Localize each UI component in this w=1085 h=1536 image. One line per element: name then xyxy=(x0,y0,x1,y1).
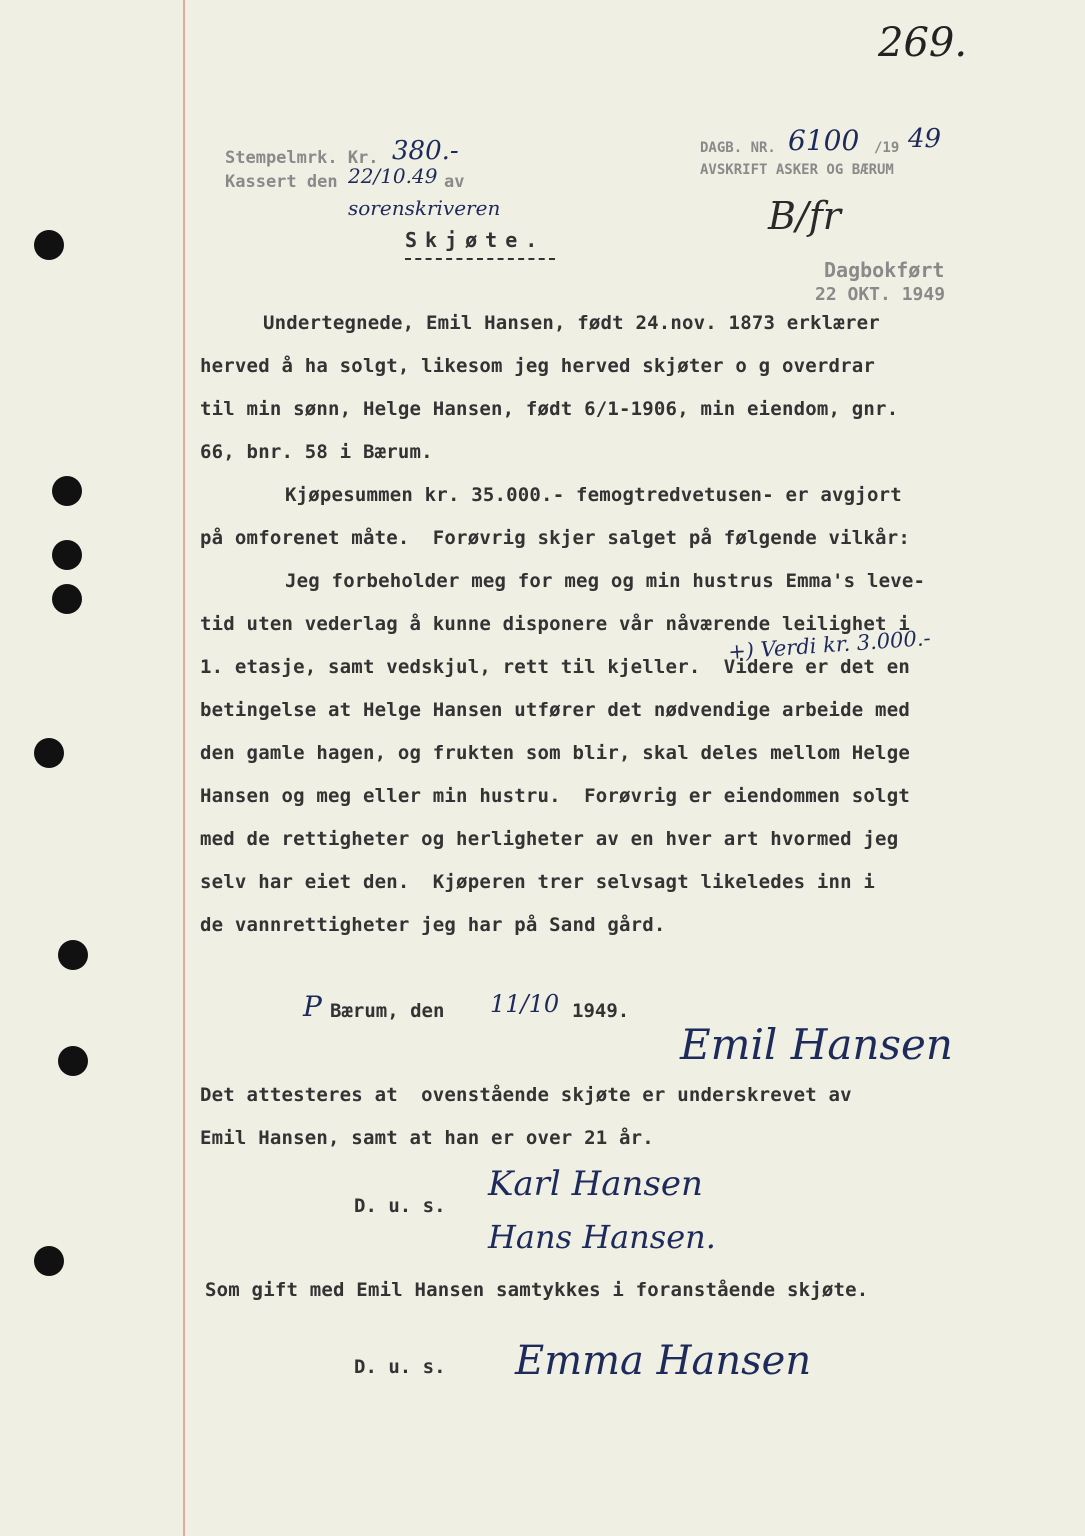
punch-hole xyxy=(34,738,64,768)
punch-hole xyxy=(34,230,64,260)
place-prefix: P xyxy=(303,990,322,1023)
signature-witness-2: Hans Hansen. xyxy=(488,1218,716,1256)
punch-hole xyxy=(52,584,82,614)
stamp-right-line2: AVSKRIFT ASKER OG BÆRUM xyxy=(700,162,894,178)
signature-seller: Emil Hansen xyxy=(680,1020,953,1069)
punch-hole xyxy=(58,1046,88,1076)
punch-hole xyxy=(34,1246,64,1276)
stamp-left-line2-suffix: av xyxy=(444,172,465,192)
body-line: herved å ha solgt, likesom jeg herved skjøter o g overdrar xyxy=(200,355,876,377)
body-line: på omforenet måte. Forøvrig skjer salget på følgende vilkår: xyxy=(200,527,910,549)
body-line: Jeg forbeholder meg for meg og min hustrus Emma's leve- xyxy=(285,570,926,592)
document-title: Skjøte. xyxy=(405,228,546,252)
stamp-left-line2-value: 22/10.49 xyxy=(348,164,438,188)
stamp-right-line1-value: 6100 xyxy=(788,124,860,157)
stamp-right-dagbok-label: Dagbokført xyxy=(824,258,945,282)
place-year: 1949. xyxy=(572,1000,630,1022)
stamp-right-dagbok-date: 22 OKT. 1949 xyxy=(815,284,946,305)
body-line: den gamle hagen, og frukten som blir, skal deles mellom Helge xyxy=(200,742,910,764)
dus-label: D. u. s. xyxy=(354,1195,446,1217)
attest-line: Emil Hansen, samt at han er over 21 år. xyxy=(200,1127,654,1149)
body-line: Kjøpesummen kr. 35.000.- femogtredvetusen- er avgjort xyxy=(285,484,902,506)
dus-label: D. u. s. xyxy=(354,1356,446,1378)
signature-witness-1: Karl Hansen xyxy=(488,1164,703,1204)
stamp-right-line1-year: 49 xyxy=(908,124,942,154)
body-line: Hansen og meg eller min hustru. Forøvrig er eiendommen solgt xyxy=(200,785,910,807)
insertion-note: +) Verdi kr. 3.000.- xyxy=(727,625,932,665)
punch-hole xyxy=(52,476,82,506)
consent-line: Som gift med Emil Hansen samtykkes i foranstående skjøte. xyxy=(205,1279,869,1301)
body-line: til min sønn, Helge Hansen, født 6/1-1906, min eiendom, gnr. xyxy=(200,398,899,420)
stamp-left-line3: sorenskriveren xyxy=(348,196,501,220)
page-number: 269. xyxy=(878,20,968,66)
attest-line: Det attesteres at ovenstående skjøte er underskrevet av xyxy=(200,1084,852,1106)
body-line: 66, bnr. 58 i Bærum. xyxy=(200,441,433,463)
stamp-left-line1-value: 380.- xyxy=(392,136,459,166)
place-text: Bærum, den xyxy=(330,1000,445,1022)
body-line: med de rettigheter og herligheter av en hver art hvormed jeg xyxy=(200,828,899,850)
punch-hole xyxy=(52,540,82,570)
stamp-right-line1-suffix: /19 xyxy=(874,140,900,156)
stamp-left-line1-label: Stempelmrk. Kr. xyxy=(225,148,379,168)
title-underline xyxy=(405,258,555,260)
body-line: betingelse at Helge Hansen utfører det nødvendige arbeide med xyxy=(200,699,910,721)
place-date-value: 11/10 xyxy=(490,990,560,1018)
body-line: Undertegnede, Emil Hansen, født 24.nov. 1873 erklærer xyxy=(263,312,880,334)
stamp-right-line1-label: DAGB. NR. xyxy=(700,140,776,156)
body-line: 1. etasje, samt vedskjul, rett til kjeller. Videre er det en xyxy=(200,656,910,678)
stamp-right-initials: B/fr xyxy=(768,194,841,238)
stamp-left-line2-label: Kassert den xyxy=(225,172,338,192)
body-line: selv har eiet den. Kjøperen trer selvsagt likeledes inn i xyxy=(200,871,876,893)
body-line: tid uten vederlag å kunne disponere vår nåværende leilighet i xyxy=(200,613,910,635)
margin-line xyxy=(183,0,185,1536)
signature-wife: Emma Hansen xyxy=(515,1338,812,1384)
punch-hole xyxy=(58,940,88,970)
body-line: de vannrettigheter jeg har på Sand gård. xyxy=(200,914,666,936)
